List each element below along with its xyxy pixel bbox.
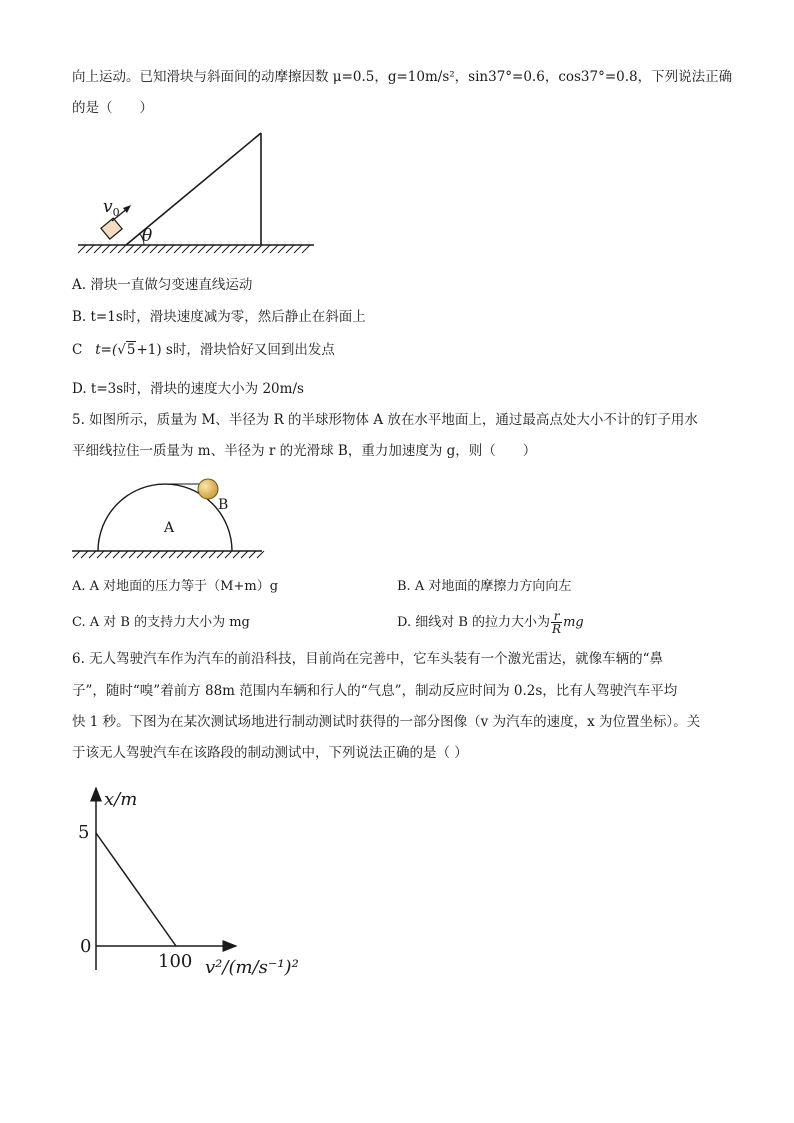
q6-stem-line-3: 快 1 秒。下图为在某次测试场地进行制动测试时获得的一部分图像（v 为汽车的速度，x 为位置坐标）。关 — [72, 714, 701, 730]
q4-option-c: C t=(√5+1) s时，滑块恰好又回到出发点 — [72, 342, 335, 358]
q6-stem-line-4: 于该无人驾驶汽车在该路段的制动测试中，下列说法正确的是（ ） — [72, 745, 468, 761]
label-a: A — [164, 520, 175, 536]
q5-option-a: A. A 对地面的压力等于（M+m）g — [72, 579, 279, 594]
y-tick-label-5: 5 — [78, 822, 90, 843]
q4-stem-line-2: 的是（ ） — [72, 100, 153, 116]
x-v2-chart — [60, 780, 320, 995]
x-tick-label-100: 100 — [158, 951, 193, 972]
q4-option-a: A. 滑块一直做匀变速直线运动 — [72, 277, 253, 293]
q5-stem-line-2: 平细线拉住一质量为 m、半径为 r 的光滑球 B，重力加速度为 g，则（ ） — [72, 443, 537, 459]
slider-block — [101, 218, 122, 239]
q5-option-c: C. A 对 B 的支持力大小为 mg — [72, 615, 250, 630]
x-axis-label: v²/(m/s⁻¹)² — [205, 957, 299, 978]
q6-stem-line-2: 子”，随时“嗅”着前方 88m 范围内车辆和行人的“气息”，制动反应时间为 0.2s，比有人驾驶汽车平均 — [72, 683, 678, 699]
q4-stem-line-1: 向上运动。已知滑块与斜面间的动摩擦因数 μ=0.5，g=10m/s²，sin37°=0.6，cos37°=0.8，下列说法正确 — [72, 69, 733, 85]
q5-option-d: D. 细线对 B 的拉力大小为 $\frac{r}{R}$ mg — [397, 609, 584, 636]
ball-b — [198, 479, 218, 499]
y-tick-label-0: 0 — [80, 936, 92, 957]
q6-stem-line-1: 6. 无人驾驶汽车作为汽车的前沿科技，目前尚在完善中，它车头装有一个激光雷达，就像车辆的“鼻 — [72, 651, 664, 667]
q5-stem-line-1: 5. 如图所示，质量为 M、半径为 R 的半球形物体 A 放在水平地面上，通过最高点处大小不计的钉子用水 — [72, 412, 698, 428]
label-b: B — [218, 497, 229, 513]
theta-label: θ — [142, 226, 153, 246]
q5-option-b: B. A 对地面的摩擦力方向向左 — [397, 579, 572, 594]
q4-option-d: D. t=3s时，滑块的速度大小为 20m/s — [72, 381, 304, 397]
incline-figure — [76, 128, 326, 260]
y-axis-label: x/m — [104, 789, 138, 810]
q4-option-b: B. t=1s时，滑块速度减为零，然后静止在斜面上 — [72, 309, 366, 325]
v0-label: $v_0$ — [103, 197, 120, 219]
hemisphere-figure — [70, 472, 270, 564]
series-line — [96, 833, 176, 946]
